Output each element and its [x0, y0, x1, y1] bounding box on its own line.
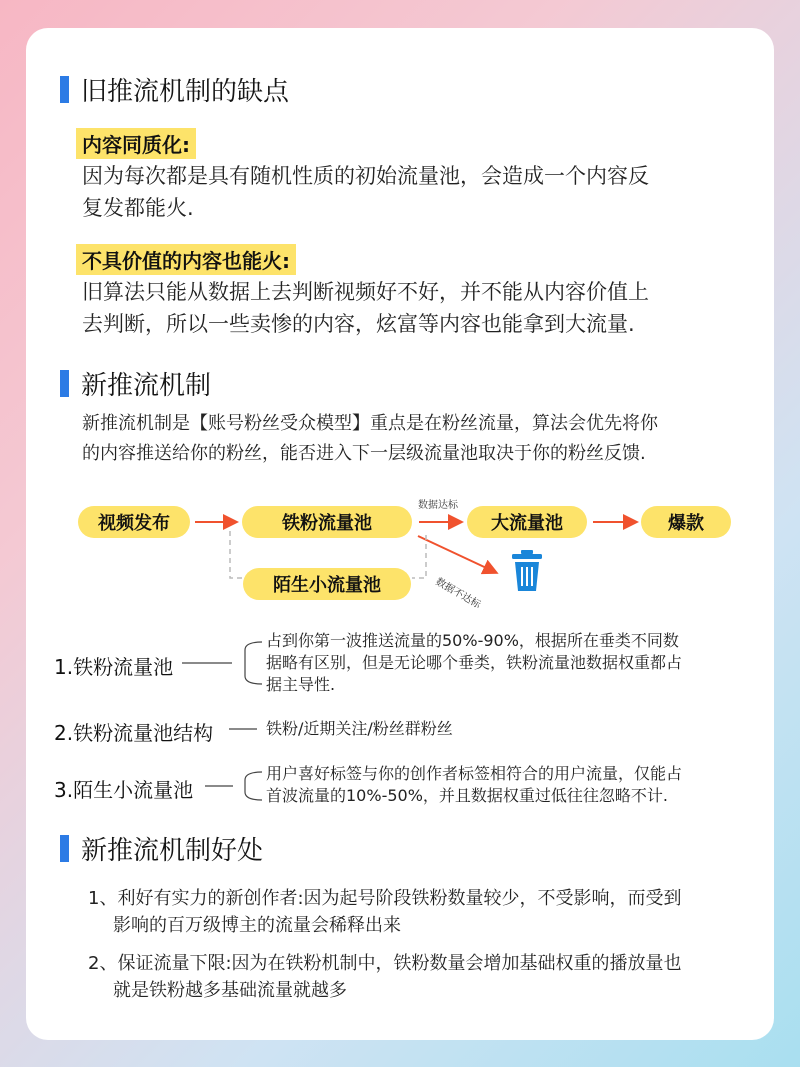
tag-homogenization: 内容同质化:	[76, 128, 196, 159]
list-item: 2、保证流量下限:因为在铁粉机制中，铁粉数量会增加基础权重的播放量也 就是铁粉越多基础流量就越多	[88, 953, 682, 1001]
node-video-publish: 视频发布	[78, 506, 190, 538]
node-hit: 爆款	[641, 506, 731, 538]
def-label-fan-structure: 2.铁粉流量池结构	[54, 721, 214, 745]
label-data-pass: 数据达标	[418, 500, 458, 511]
node-fan-pool: 铁粉流量池	[242, 506, 412, 538]
node-big-pool: 大流量池	[467, 506, 587, 538]
section-title-new: 新推流机制	[60, 365, 211, 402]
def-label-stranger-pool: 3.陌生小流量池	[54, 778, 194, 802]
paragraph-homogenization: 因为每次都是具有随机性质的初始流量池，会造成一个内容反 复发都能火.	[82, 164, 649, 220]
def-label-fan-pool: 1.铁粉流量池	[54, 655, 174, 679]
def-desc-fan-pool: 占到你第一波推送流量的50%-90%，根据所在垂类不同数 据略有区别，但是无论哪个垂类，铁粉流量池数据权重都占 据主导性.	[266, 631, 683, 694]
list-item: 1、利好有实力的新创作者:因为起号阶段铁粉数量较少，不受影响，而受到 影响的百万级博主的流量会稀释出来	[88, 888, 682, 936]
paragraph-new-intro: 新推流机制是【账号粉丝受众模型】重点是在粉丝流量，算法会优先将你 的内容推送给你的粉丝，能否进入下一层级流量池取决于你的粉丝反馈.	[82, 413, 658, 464]
def-desc-fan-structure: 铁粉/近期关注/粉丝群粉丝	[266, 719, 453, 738]
def-desc-stranger-pool: 用户喜好标签与你的创作者标签相符合的用户流量，仅能占 首波流量的10%-50%，并且数据权重过低往往忽略不计.	[266, 764, 683, 805]
label-data-fail: 数据不达标	[433, 576, 483, 611]
node-stranger-pool: 陌生小流量池	[243, 568, 411, 600]
heading-bar	[60, 835, 69, 862]
tag-no-value: 不具价值的内容也能火:	[76, 244, 296, 275]
section-title-old: 旧推流机制的缺点	[60, 71, 289, 108]
paragraph-no-value: 旧算法只能从数据上去判断视频好不好，并不能从内容价值上 去判断，所以一些卖惨的内容，炫富等内容也能拿到大流量.	[82, 280, 649, 336]
section-title-benefits: 新推流机制好处	[60, 830, 263, 867]
